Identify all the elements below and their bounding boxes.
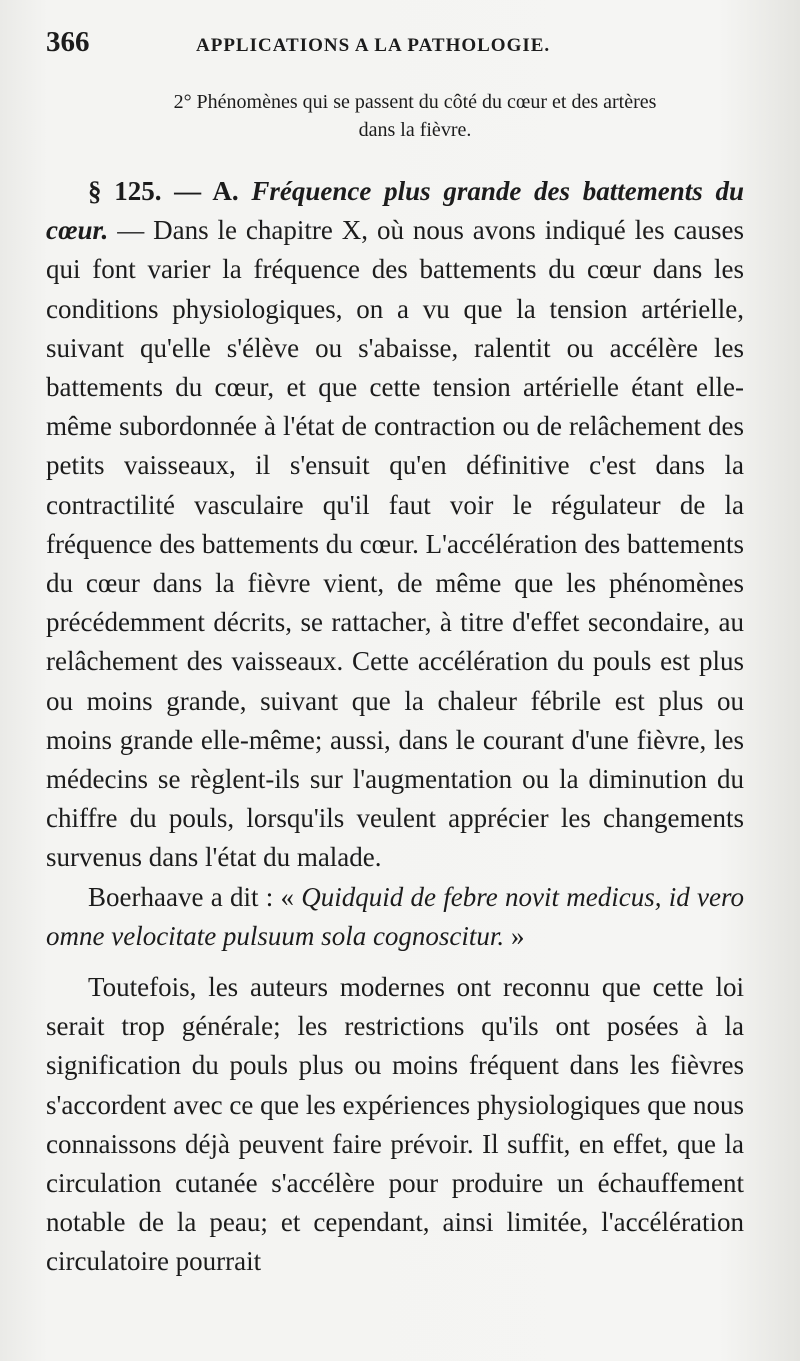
paragraph-body: Toutefois, les auteurs modernes ont reconnu que cette loi serait trop générale; les restrictions qu'ils ont posées à la signification du pouls plus ou moins fréquent dans les fièvres s'accordent avec ce que les expériences physiologiques que nous connaissons déjà peuvent faire prévoir. Il suffit, en effet, que la circulation cutanée s'accélère pour produire un échauffement notable de la peau; et cependant, ainsi limitée, l'accélération circulatoire pourrait (46, 972, 744, 1277)
latin-quote: Quidquid de febre novit medicus, id vero omne velocitate pulsuum sola cognoscitur. (46, 881, 744, 951)
page-header (46, 26, 744, 66)
paragraph-125 (46, 172, 744, 878)
section-heading-line-1: 2° Phénomènes qui se passent du côté du cœur et des artères (173, 91, 657, 113)
paragraph-title: Fréquence plus grande des battements du cœur. (46, 176, 744, 246)
section-heading (46, 88, 744, 144)
paragraph-toutefois (46, 968, 744, 1282)
page-number: 366 (46, 26, 90, 58)
running-title: APPLICATIONS A LA PATHOLOGIE. (196, 35, 551, 56)
paragraph-number: § 125. — A. (88, 176, 239, 206)
boerhaave-quote-paragraph (46, 878, 744, 956)
quote-outro: » (504, 920, 525, 951)
paragraph-body: — Dans le chapitre X, où nous avons indiqué les causes qui font varier la fréquence des battements du cœur dans les conditions physiologiques, on a vu que la tension artérielle, suivant qu'elle s'élève ou s'abaisse, ralentit ou accélère les battements du cœur, et que cette tension artérielle étant elle-même subordonnée à l'état de contraction ou de relâchement des petits vaisseaux, il s'ensuit qu'en définitive c'est dans la contractilité vasculaire qu'il faut voir le régulateur de la fréquence des battements du cœur. L'accélération des battements du cœur dans la fièvre vient, de même que les phénomènes précédemment décrits, se rattacher, à titre d'effet secondaire, au relâchement des vaisseaux. Cette accélération du pouls est plus ou moins grande, suivant que la chaleur fébrile est plus ou moins grande elle-même; aussi, dans le courant d'une fièvre, les médecins se règlent-ils sur l'augmentation ou la diminution du chiffre du pouls, lorsqu'ils veulent apprécier les changements survenus dans l'état du malade. (46, 215, 744, 873)
quote-intro: Boerhaave a dit : « (88, 881, 302, 912)
section-heading-line-2: dans la fièvre. (358, 119, 472, 141)
